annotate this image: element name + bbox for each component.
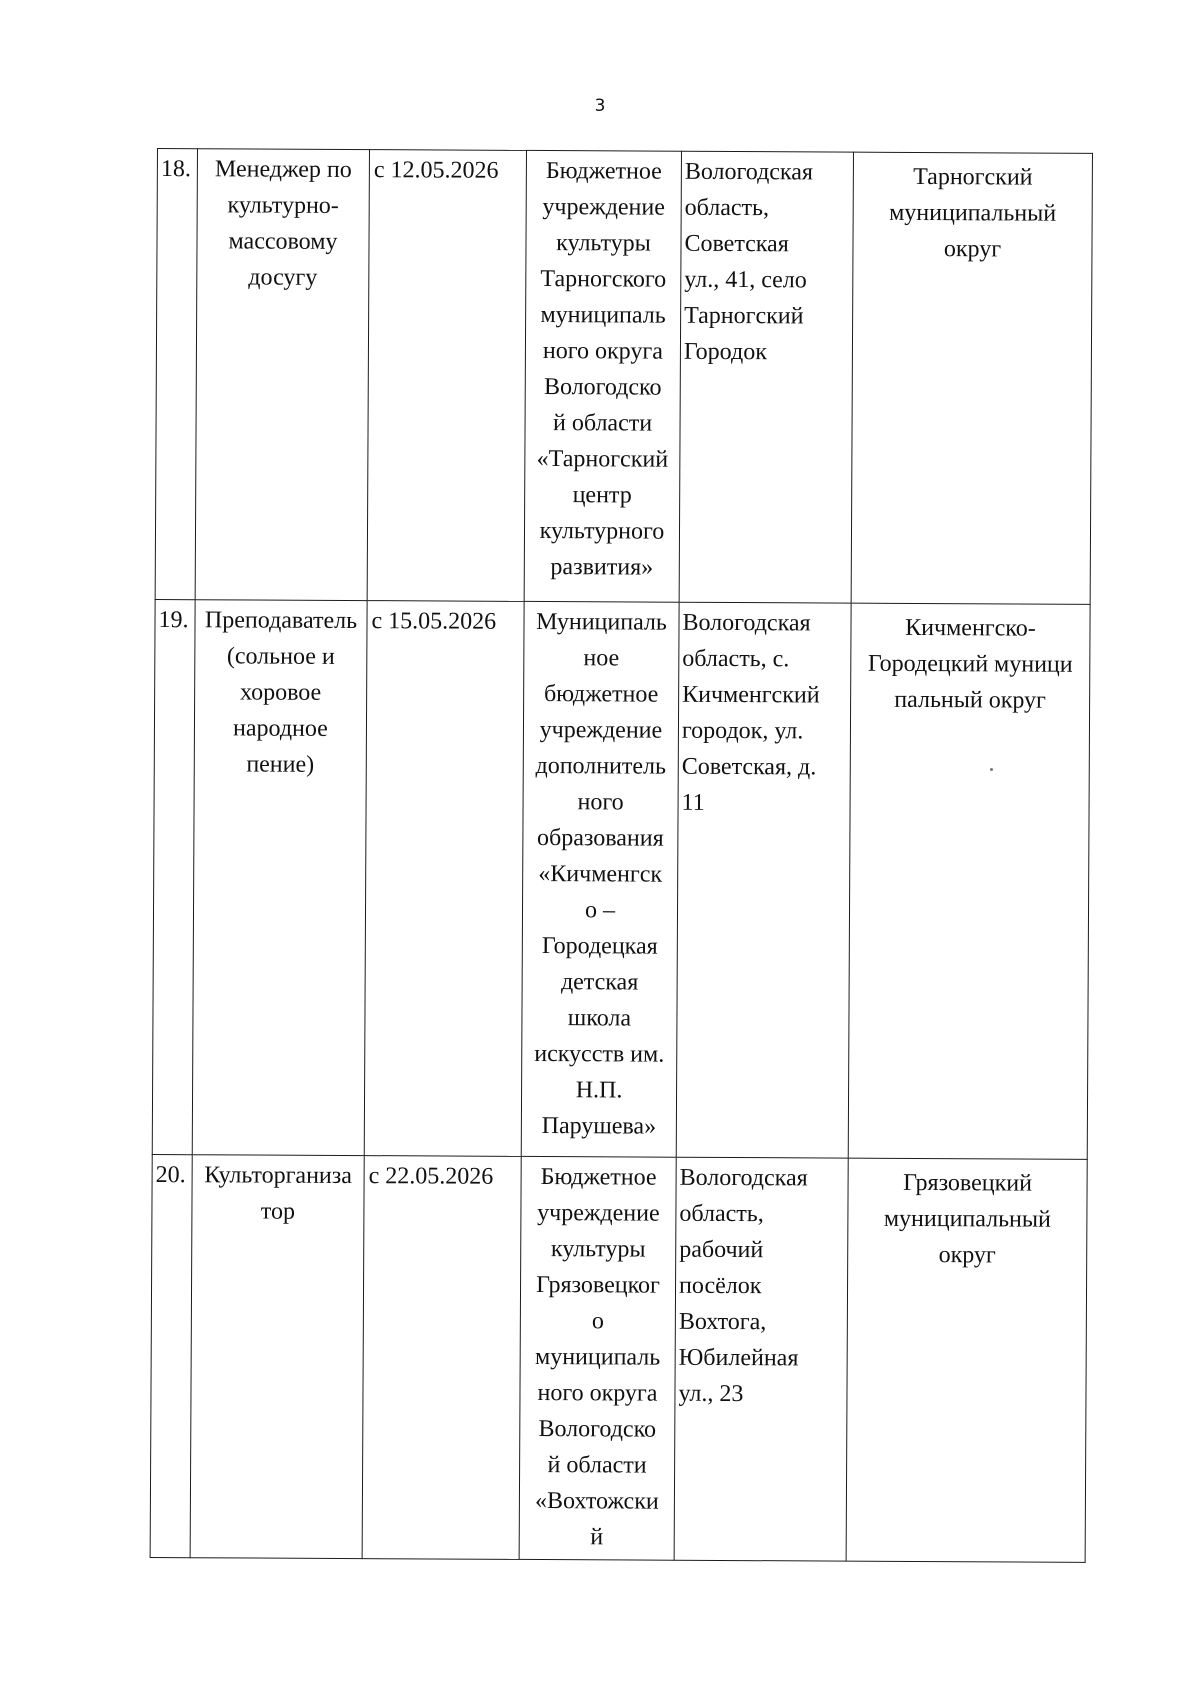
position-line: культурно- <box>227 192 339 219</box>
address-line: Тарногский <box>684 302 804 330</box>
district-line: муниципальный <box>889 199 1057 227</box>
district-cell <box>848 603 1090 1159</box>
organization-line: развития» <box>550 554 654 581</box>
organization-cell <box>519 1156 676 1560</box>
address-line: Вологодская <box>684 158 814 186</box>
district-cell <box>846 1158 1087 1562</box>
position-cell <box>195 149 369 601</box>
address-line: ул., 41, село <box>684 266 807 294</box>
position-line: досугу <box>248 264 318 291</box>
address-line: рабочий <box>679 1236 764 1264</box>
address-line: 11 <box>681 789 705 816</box>
district-line: муниципальный <box>883 1205 1051 1233</box>
organization-line: Тарногского <box>540 266 667 293</box>
position-line: (сольное и <box>226 643 335 670</box>
organization-line: ное <box>583 645 620 672</box>
organization-line: муниципаль <box>540 302 666 329</box>
organization-line: школа <box>567 1005 632 1032</box>
organization-line: учреждение <box>537 1200 660 1227</box>
position-line: тор <box>260 1198 296 1225</box>
address-line: Вологодская <box>679 1164 808 1192</box>
district-line: пальный округ <box>894 686 1046 714</box>
organization-line: Бюджетное <box>540 1164 657 1191</box>
row-number-cell: 18. <box>155 149 197 600</box>
start-date-cell: с 15.05.2026 <box>364 601 524 1157</box>
address-cell <box>676 602 851 1158</box>
organization-line: муниципаль <box>534 1343 661 1371</box>
district-line: Кичменгско- <box>905 614 1036 642</box>
organization-line: центр <box>572 482 632 509</box>
organization-line: й области <box>547 1452 647 1479</box>
district-line: округ <box>943 236 1002 263</box>
address-line: область, <box>679 1200 764 1228</box>
address-line: Вологодская <box>682 609 811 637</box>
district-line: округ <box>938 1242 996 1269</box>
organization-line: бюджетное <box>543 681 659 708</box>
table-row <box>155 149 1092 605</box>
organization-line: культурного <box>539 518 665 545</box>
organization-line: Вологодско <box>538 1416 657 1443</box>
organization-line: ного округа <box>542 338 663 365</box>
organization-line: искусств им. <box>534 1040 665 1068</box>
address-cell <box>679 151 853 603</box>
organization-line: о <box>591 1308 604 1335</box>
organization-line: «Вохтожски <box>534 1487 659 1515</box>
position-line: народное <box>232 715 328 742</box>
vacancy-table <box>150 148 1093 1563</box>
organization-line: ного <box>577 789 624 816</box>
address-line: посёлок <box>678 1272 762 1300</box>
organization-line: й области <box>552 410 653 437</box>
address-line: ул., 23 <box>678 1380 744 1408</box>
organization-line: «Кичменгск <box>538 861 663 888</box>
organization-line: учреждение <box>542 194 666 221</box>
organization-line: Городецкая <box>541 933 658 960</box>
page-number: 3 <box>594 96 606 116</box>
district-line: Городецкий муници <box>867 650 1073 678</box>
address-line: Советская, д. <box>681 753 817 781</box>
address-cell <box>674 1157 848 1561</box>
organization-line: «Тарногский <box>536 445 669 473</box>
organization-line: культуры <box>550 1236 646 1263</box>
address-line: городок, ул. <box>681 717 804 745</box>
organization-line: культуры <box>556 230 651 257</box>
organization-line: й <box>590 1524 604 1551</box>
district-cell <box>851 152 1092 604</box>
position-line: массовому <box>228 228 338 255</box>
position-line: Менеджер по <box>214 156 352 184</box>
organization-line: Бюджетное <box>545 158 662 185</box>
address-line: Городок <box>683 338 767 366</box>
position-line: Преподаватель <box>204 607 358 635</box>
address-line: Кичменгский <box>682 681 820 709</box>
organization-line: о – <box>584 897 616 924</box>
organization-line: Парушева» <box>541 1113 657 1140</box>
organization-cell <box>521 601 679 1157</box>
organization-line: Вологодско <box>543 374 662 401</box>
position-line: Культорганиза <box>204 1162 353 1190</box>
organization-line: образования <box>537 824 664 852</box>
address-line: область, с. <box>682 645 790 673</box>
row-number-cell: 19. <box>152 599 195 1154</box>
row-number-cell: 20. <box>150 1154 192 1557</box>
organization-line: Грязовецког <box>536 1272 660 1299</box>
organization-line: Н.П. <box>575 1077 623 1104</box>
district-line: Грязовецкий <box>903 1169 1033 1197</box>
start-date-cell: с 22.05.2026 <box>362 1156 521 1560</box>
position-cell <box>192 600 367 1156</box>
organization-line: ного округа <box>537 1380 658 1407</box>
start-date-cell: с 12.05.2026 <box>367 150 526 602</box>
organization-line: детская <box>560 969 639 996</box>
organization-cell <box>524 150 681 602</box>
address-line: Советская <box>684 230 789 258</box>
district-line: Тарногский <box>913 163 1033 191</box>
position-cell <box>190 1155 364 1559</box>
organization-line: Муниципаль <box>536 608 667 636</box>
table-row <box>150 1154 1087 1562</box>
scan-speck <box>990 768 993 771</box>
address-line: Вохтога, <box>678 1308 767 1336</box>
organization-line: дополнитель <box>535 752 667 780</box>
position-line: пение) <box>246 751 315 778</box>
position-line: хоровое <box>239 679 322 706</box>
organization-line: учреждение <box>539 717 663 744</box>
address-line: Юбилейная <box>678 1344 799 1372</box>
address-line: область, <box>684 194 770 222</box>
table-row <box>152 599 1090 1159</box>
